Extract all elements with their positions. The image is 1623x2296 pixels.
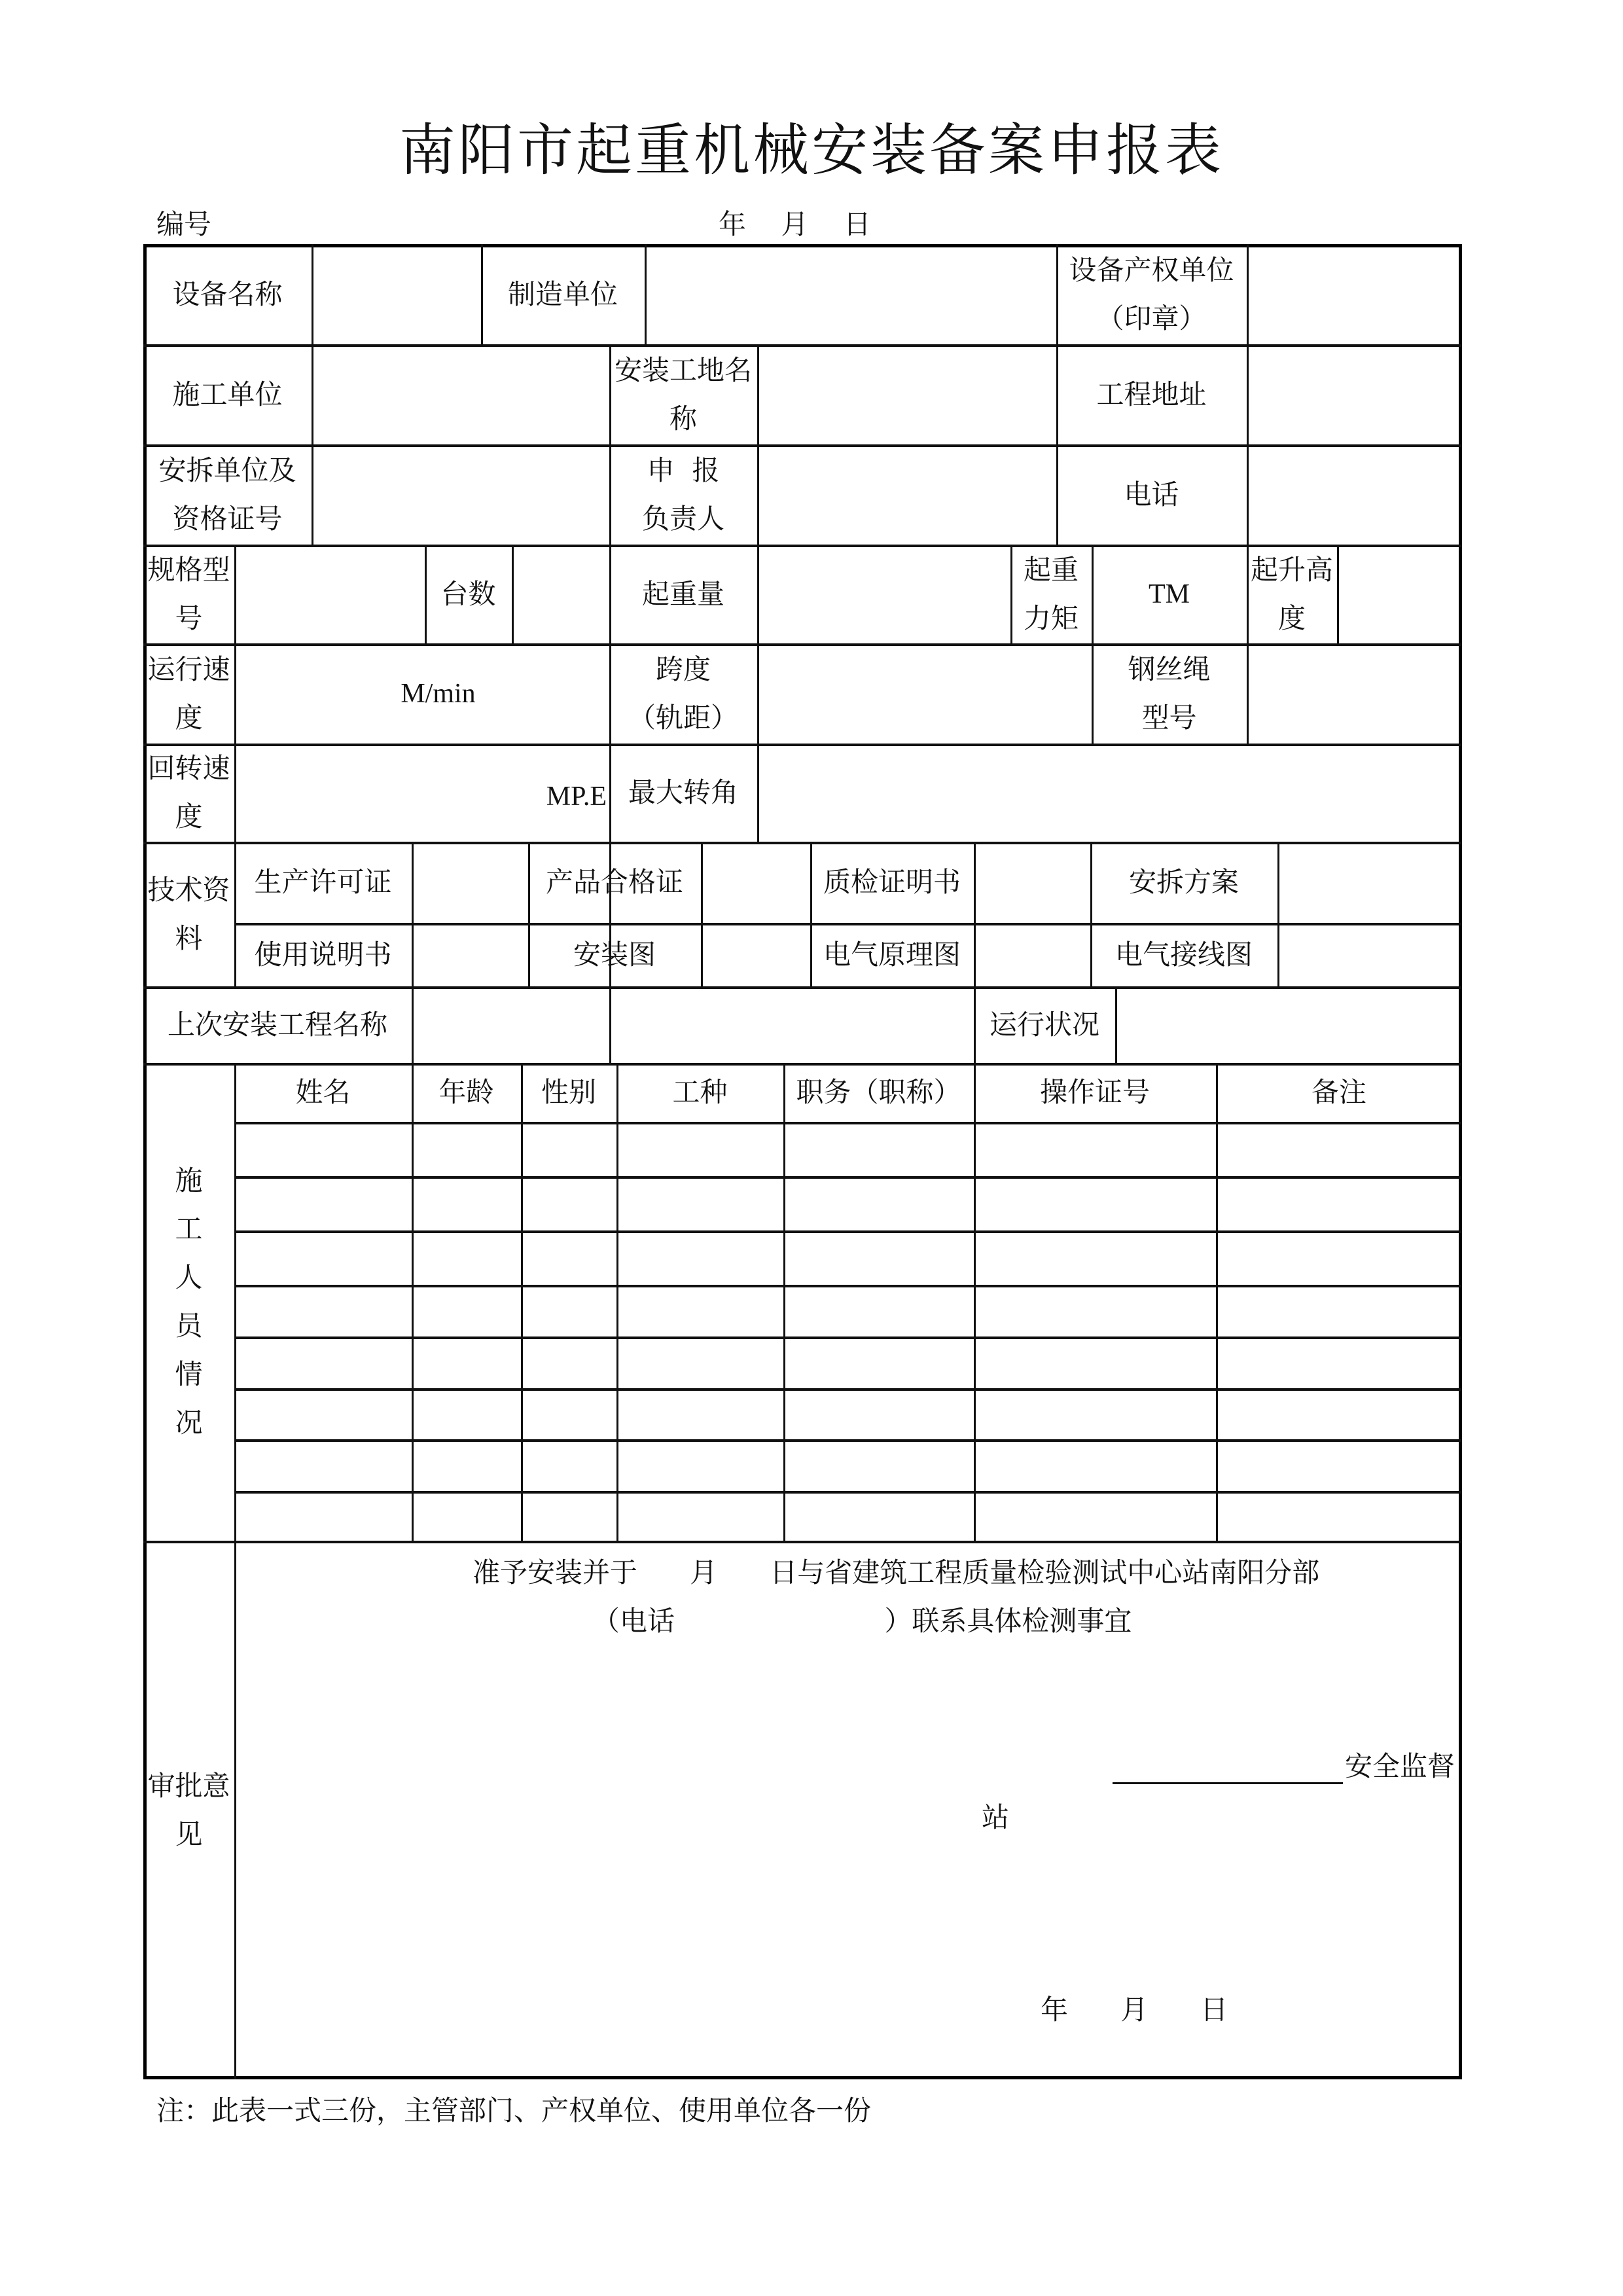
installation-drawing-field[interactable] [701,923,810,986]
col-header-license-no: 操作证号 [1039,1076,1150,1108]
operation-status-field[interactable] [1115,986,1462,1063]
project-address-field[interactable] [1247,344,1462,444]
col-header-remarks: 备注 [1311,1076,1366,1108]
label-project-address: 工程地址 [1096,378,1207,410]
label-construction-unit: 施工单位 [172,378,283,410]
label-equipment-name: 设备名称 [172,278,283,310]
label-lifting-moment: 起重 力矩 [1023,553,1079,634]
tech-item-installation-plan: 安拆方案 [1128,866,1239,898]
serial-number-label: 编号 [156,208,212,240]
label-max-angle: 最大转角 [628,776,738,808]
label-spec-model: 规格型 号 [147,553,230,634]
col-header-trade: 工种 [672,1076,728,1108]
label-owner-unit: 设备产权单位 （印章） [1069,253,1234,334]
wiring-diagram-field[interactable] [1277,923,1462,986]
production-license-field[interactable] [412,842,528,923]
tech-item-electrical-schematic: 电气原理图 [823,938,961,971]
label-span: 跨度 （轨距） [628,653,738,734]
installation-plan-field[interactable] [1277,842,1462,923]
slewing-speed-field[interactable]: MP.E [546,781,607,812]
approval-line-1: 准予安装并于 月 日与省建筑工程质量检验测试中心站南阳分部 [473,1556,1320,1588]
row-divider [143,1541,1462,1543]
col-header-age: 年龄 [438,1076,494,1108]
label-personnel: 施 工 人 员 情 况 [175,1164,203,1439]
label-lifting-height: 起升高 度 [1250,553,1333,634]
last-project-field[interactable] [412,986,974,1063]
electrical-schematic-field[interactable] [974,923,1090,986]
installer-unit-field[interactable] [312,444,609,545]
lifting-height-field[interactable] [1337,545,1462,643]
footnote: 注：此表一式三份，主管部门、产权单位、使用单位各一份 [156,2094,872,2126]
user-manual-field[interactable] [412,923,528,986]
approval-line-2: （电话 ）联系具体检测事宜 [592,1605,1132,1637]
label-wire-rope: 钢丝绳 型号 [1128,653,1211,734]
spec-model-field[interactable] [234,545,425,643]
lifting-moment-unit[interactable]: TM [1149,579,1190,609]
tech-item-installation-drawing: 安装图 [573,938,656,971]
label-tech-docs: 技术资 料 [147,873,230,954]
label-approval: 审批意 见 [147,1769,230,1850]
manufacturer-field[interactable] [645,244,1056,344]
label-operation-status: 运行状况 [989,1008,1099,1041]
label-last-project: 上次安装工程名称 [167,1008,387,1041]
travel-speed-field[interactable]: M/min [401,678,476,709]
tech-item-user-manual: 使用说明书 [254,938,392,971]
station-name-underline[interactable] [1113,1782,1343,1784]
label-applicant: 申 报 负责人 [641,454,724,535]
phone-field[interactable] [1247,444,1462,545]
lifting-capacity-field[interactable] [757,545,1010,643]
label-installer-unit: 安拆单位及 资格证号 [158,454,296,535]
wire-rope-field[interactable] [1247,643,1462,744]
quality-certificate-field[interactable] [974,842,1090,923]
approval-station-end: 站 [982,1801,1010,1833]
equipment-name-field[interactable] [312,244,481,344]
personnel-rows-area[interactable] [234,1122,1462,1541]
tech-item-product-certificate: 产品合格证 [545,866,683,898]
owner-unit-field[interactable] [1247,244,1462,344]
label-manufacturer: 制造单位 [507,278,618,310]
construction-unit-field[interactable] [312,344,609,444]
approval-date: 年 月 日 [1041,1994,1228,2026]
tech-item-wiring-diagram: 电气接线图 [1115,938,1253,971]
label-phone: 电话 [1124,478,1179,511]
span-field[interactable] [757,643,1092,744]
tech-item-production-license: 生产许可证 [254,866,392,898]
quantity-field[interactable] [512,545,609,643]
header-date: 年 月 日 [719,208,871,240]
label-site-name: 安装工地名 称 [614,353,752,435]
label-travel-speed: 运行速 度 [147,653,230,734]
label-lifting-capacity: 起重量 [641,577,724,610]
max-angle-field[interactable] [757,744,1462,842]
tech-item-quality-certificate: 质检证明书 [823,866,961,898]
approval-station-suffix: 安全监督 [1345,1750,1455,1782]
form-title: 南阳市起重机械安装备案申报表 [399,118,1224,183]
col-header-position: 职务（职称） [796,1076,961,1108]
col-header-name: 姓名 [295,1076,351,1108]
label-slewing-speed: 回转速 度 [147,752,230,833]
product-certificate-field[interactable] [701,842,810,923]
site-name-field[interactable] [757,344,1056,444]
applicant-field[interactable] [757,444,1056,545]
label-quantity: 台数 [440,577,496,610]
col-header-gender: 性别 [541,1076,596,1108]
